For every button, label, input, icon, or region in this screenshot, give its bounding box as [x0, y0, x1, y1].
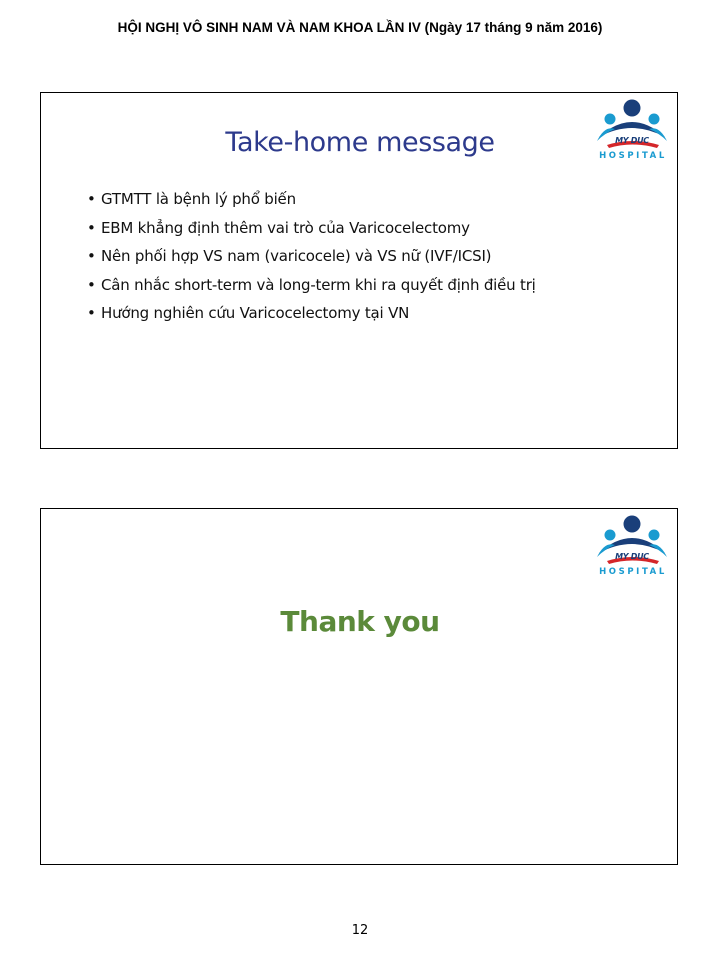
my-duc-hospital-logo	[593, 515, 671, 577]
logo-subtitle: HOSPITAL	[599, 567, 667, 577]
logo-subtitle: HOSPITAL	[599, 151, 667, 161]
bullet-dot: •	[87, 190, 96, 208]
bullet-text: Hướng nghiên cứu Varicocelectomy tại VN	[101, 304, 410, 322]
bullet-text: Nên phối hợp VS nam (varicocele) và VS nữ (IVF/ICSI)	[101, 247, 492, 265]
page-header: HỘI NGHỊ VÔ SINH NAM VÀ NAM KHOA LẦN IV (Ngày 17 tháng 9 năm 2016)	[117, 20, 603, 35]
bullet-dot: •	[87, 247, 96, 265]
list-item	[87, 246, 536, 275]
list-item	[87, 218, 536, 247]
list-item	[87, 189, 536, 218]
bullet-text: EBM khẳng định thêm vai trò của Varicocelectomy	[101, 218, 470, 237]
bullet-dot: •	[87, 275, 96, 294]
logo-name: MY DUC	[615, 552, 649, 561]
bullet-text: Cân nhắc short-term và long-term khi ra quyết định điều trị	[101, 275, 536, 294]
slide-title: Take-home message	[225, 127, 495, 158]
bullet-text: GTMTT là bệnh lý phổ biến	[101, 190, 296, 208]
page-number: 12	[351, 923, 369, 938]
bullet-dot: •	[87, 304, 96, 322]
logo-name: MY DUC	[615, 136, 649, 145]
list-item	[87, 303, 536, 332]
bullet-list	[87, 189, 536, 332]
bullet-dot: •	[87, 218, 96, 237]
slide-thank-you	[40, 508, 678, 865]
thank-you-text: Thank you	[280, 605, 440, 638]
list-item	[87, 275, 536, 304]
slide-take-home	[40, 92, 678, 449]
